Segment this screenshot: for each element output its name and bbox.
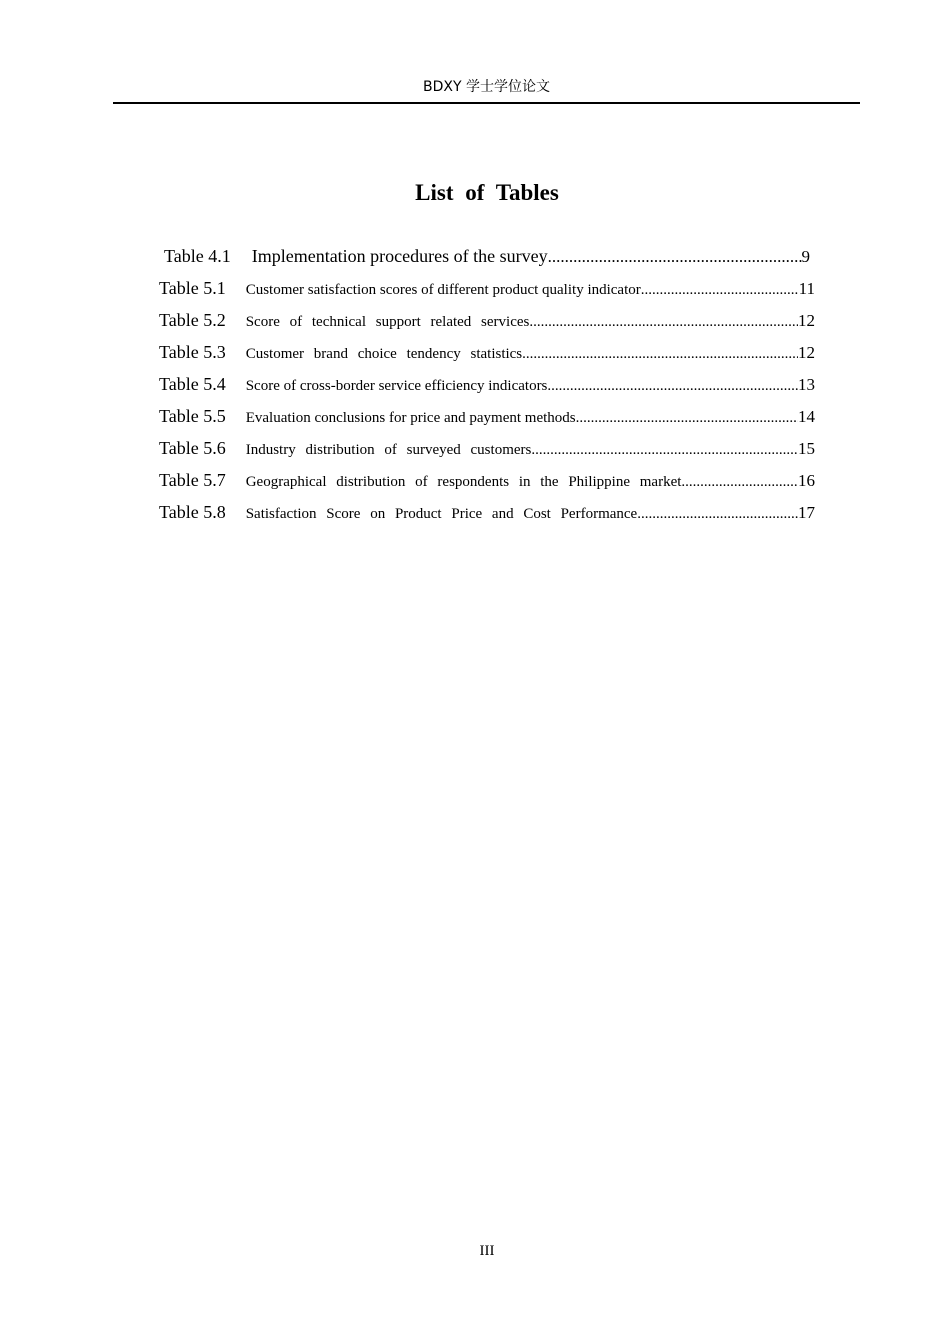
toc-entry-caption: Customer satisfaction scores of different product quality indicator (245, 282, 641, 298)
toc-entry-page: 14 (798, 407, 815, 426)
toc-entry[interactable] (159, 502, 815, 530)
toc-entry-caption: Geographical distribution of respondents in the Philippine market (245, 474, 682, 490)
toc-entry[interactable] (159, 278, 815, 306)
toc-entry-label: Table 5.8 (159, 502, 226, 522)
dot-leader (637, 506, 798, 523)
dot-leader (529, 314, 798, 331)
toc-entry-caption: Customer brand choice tendency statistics (245, 346, 523, 362)
toc-entry-page: 17 (798, 503, 815, 522)
toc-entry-label: Table 5.4 (159, 374, 226, 394)
dot-leader (681, 474, 798, 491)
toc-entry-label: Table 5.2 (159, 310, 226, 330)
toc-entry-caption: Industry distribution of surveyed customers (245, 442, 532, 458)
dot-leader (547, 378, 798, 395)
toc-entry[interactable] (159, 310, 815, 338)
toc-entry-label: Table 5.1 (159, 278, 226, 298)
page-title: List of Tables (415, 180, 559, 205)
toc-entry[interactable] (159, 342, 815, 370)
toc-entry-page: 15 (798, 439, 815, 458)
toc-entry-page: 16 (798, 471, 815, 490)
toc-entry-page: 9 (801, 247, 810, 266)
toc-entry-page: 11 (798, 279, 815, 298)
toc-entry-label: Table 5.3 (159, 342, 226, 362)
running-header-title: BDXY 学士学位论文 (423, 79, 550, 95)
toc-entry-label: Table 5.5 (159, 406, 226, 426)
toc-entry[interactable] (159, 406, 815, 434)
toc-entry[interactable] (164, 246, 810, 274)
running-header (113, 76, 860, 104)
toc-entry-label: Table 4.1 (164, 246, 231, 266)
toc-entry-caption: Score of technical support related services (245, 314, 530, 330)
toc-entry-caption: Score of cross-border service efficiency indicators (245, 378, 548, 394)
toc-entry-page: 12 (798, 311, 815, 330)
toc-entry-caption: Implementation procedures of the survey (251, 246, 548, 266)
toc-entry-page: 12 (798, 343, 815, 362)
dot-leader (522, 346, 798, 363)
dot-leader (548, 247, 802, 267)
dot-leader (641, 282, 799, 299)
toc-entry-caption: Satisfaction Score on Product Price and Cost Performance (245, 506, 638, 522)
page-number: III (479, 1243, 495, 1259)
toc-entry[interactable] (159, 470, 815, 498)
dot-leader (576, 410, 798, 427)
dot-leader (531, 442, 798, 459)
toc-entry-caption: Evaluation conclusions for price and payment methods (245, 410, 576, 426)
toc-entry-page: 13 (798, 375, 815, 394)
toc-entry[interactable] (159, 374, 815, 402)
toc-entry-label: Table 5.7 (159, 470, 226, 490)
toc-entry[interactable] (159, 438, 815, 466)
toc-entry-label: Table 5.6 (159, 438, 226, 458)
